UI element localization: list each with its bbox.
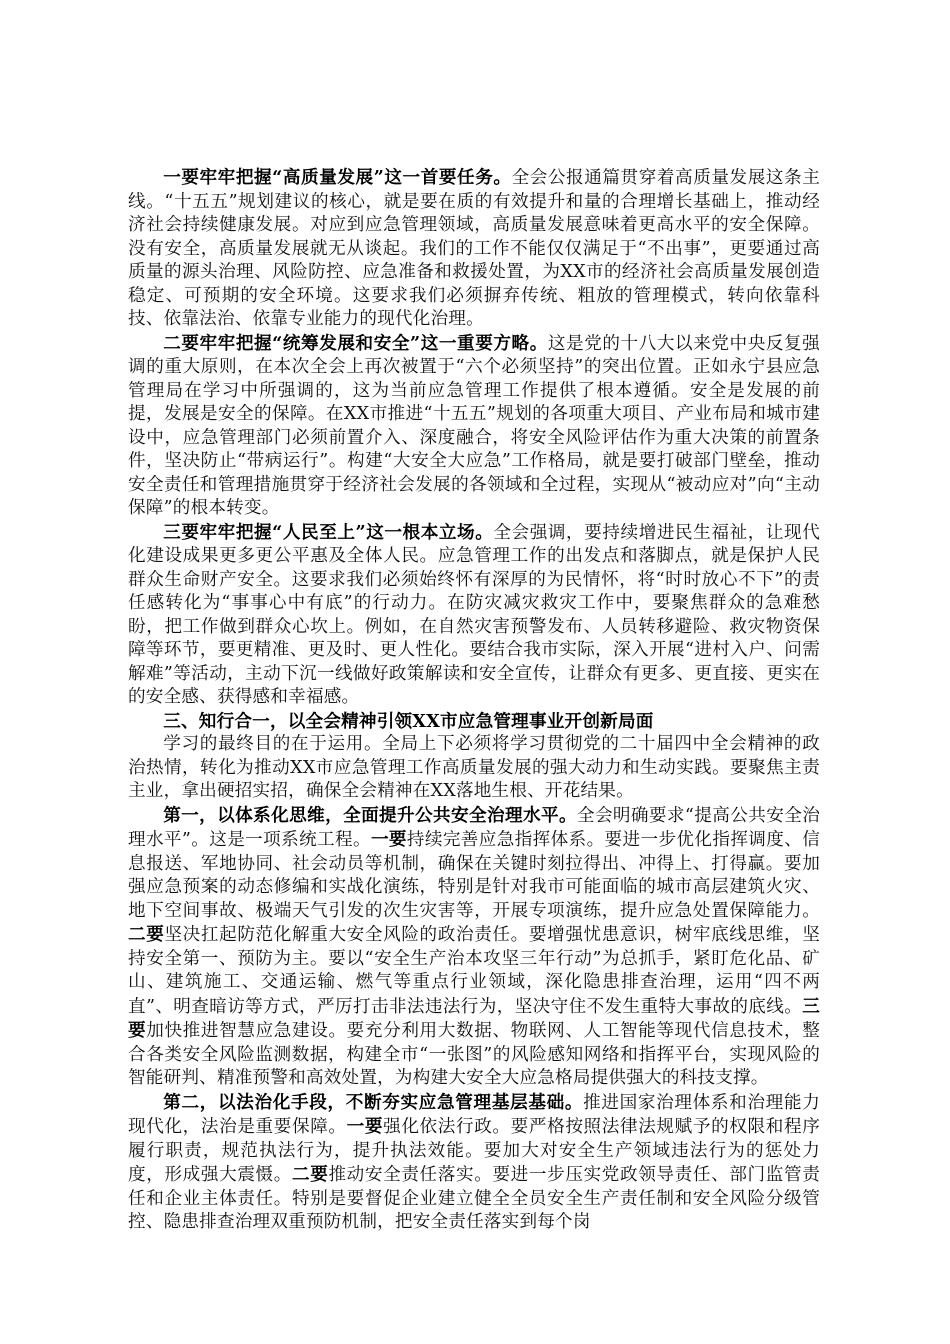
- paragraph-5-lead: 第一，以体系化思维，全面提升公共安全治理水平。: [163, 804, 577, 826]
- paragraph-3-text: 全会强调，要持续增进民生福祉，让现代化建设成果更多更公平惠及全体人民。应急管理工作的出发点和落脚点，就是保护人民群众生命财产安全。这要求我们必须始终怀有深厚的为民情怀，将“时时放心不下”的责任感转化为“事事心中有底”的行动力。在防灾减灾救灾工作中，要聚焦群众的急难愁盼，把工作做到群众心坎上。例如，在自然灾害预警发布、人员转移避险、救灾物资保障等环节，要更精准、更及时、更人性化。要结合我市实际，深入开展“进村入户、问需解难”等活动，主动下沉一线做好政策解读和安全宣传，让群众有更多、更直接、更实在的安全感、获得感和幸福感。: [128, 522, 820, 707]
- paragraph-2-lead: 二要牢牢把握“统筹发展和安全”这一重要方略。: [163, 332, 548, 354]
- paragraph-6-lead: 第二，以法治化手段，不断夯实应急管理基层基础。: [163, 1091, 584, 1113]
- paragraph-6-text-a: 推进国家治理体系和治理能力现代化，法治是重要保障。: [128, 1092, 820, 1137]
- paragraph-3: [128, 521, 820, 710]
- paragraph-6-point-2: 二要: [292, 1164, 329, 1185]
- paragraph-6-text-c: 推动安全责任落实。要进一步压实党政领导责任、部门监管责任和企业主体责任。特别是要督促企业建立健全全员安全生产责任制和安全风险分级管控、隐患排查治理双重预防机制，把安全责任落实到每个岗: [128, 1165, 820, 1232]
- document-body: [128, 166, 820, 1235]
- paragraph-6-point-1: 一要: [346, 1116, 384, 1137]
- paragraph-1-text: 全会公报通篇贯穿着高质量发展这条主线。“十五五”规划建议的核心，就是要在质的有效提升和量的合理增长基础上，推动经济社会持续健康发展。对应到应急管理领域，高质量发展意味着更高水平的安全保障。没有安全，高质量发展就无从谈起。我们的工作不能仅仅满足于“不出事”，更要通过高质量的源头治理、风险防控、应急准备和救援处置，为XX市的经济社会高质量发展创造稳定、可预期的安全环境。这要求我们必须摒弃传统、粗放的管理模式，转向依靠科技、依靠法治、依靠专业能力的现代化治理。: [128, 168, 821, 329]
- paragraph-4-text: 学习的最终目的在于运用。全局上下必须将学习贯彻党的二十届四中全会精神的政治热情，转化为推动XX市应急管理工作高质量发展的强大动力和生动实践。要聚焦主责主业，拿出硬招实招，确保全会精神在XX落地生根、开花结果。: [128, 734, 820, 801]
- paragraph-6-text-b: 强化依法行政。要严格按照法律法规赋予的权限和程序履行职责，规范执法行为，提升执法效能。要加大对安全生产领域违法行为的惩处力度，形成强大震慑。: [128, 1117, 820, 1185]
- section-heading: [128, 710, 820, 734]
- paragraph-5-point-3: 三要: [128, 995, 820, 1041]
- paragraph-5-text-d: 加快推进智慧应急建设。要充分利用大数据、物联网、人工智能等现代信息技术，整合各类安全风险监测数据，构建全市“一张图”的风险感知网络和指挥平台，实现风险的智能研判、精准预警和高效处置，为构建大安全大应急格局提供强大的科技支撑。: [128, 1021, 821, 1088]
- paragraph-5-text-a: 全会明确要求“提高公共安全治理水平”。这是一项系统工程。: [128, 805, 821, 850]
- paragraph-5-point-1: 一要: [370, 829, 407, 850]
- paragraph-5-text-c: 坚决扛起防范化解重大安全风险的政治责任。要增强忧患意识，树牢底线思维，坚持安全第一、预防为主。要以“安全生产治本攻坚三年行动”为总抓手，紧盯危化品、矿山、建筑施工、交通运输、燃气等重点行业领域，深化隐患排查治理，运用“四不两直”、明查暗访等方式，严厉打击非法违法行为，坚决守住不发生重特大事故的底线。: [128, 925, 820, 1017]
- paragraph-2: [128, 332, 820, 521]
- paragraph-5-text-b: 持续完善应急指挥体系。要进一步优化指挥调度、信息报送、军地协同、社会动员等机制，确保在关键时刻拉得出、冲得上、打得赢。要加强应急预案的动态修编和实战化演练，特别是针对我市可能面临的城市高层建筑火灾、地下空间事故、极端天气引发的次生灾害等，开展专项演练，提升应急处置保障能力。: [128, 830, 821, 921]
- section-heading-text: 三、知行合一，以全会精神引领XX市应急管理事业开创新局面: [163, 710, 654, 732]
- paragraph-5-point-2: 二要: [128, 924, 165, 945]
- paragraph-6: [128, 1091, 820, 1235]
- paragraph-4: [128, 733, 820, 804]
- paragraph-1-lead: 一要牢牢把握“高质量发展”这一首要任务。: [163, 167, 512, 188]
- paragraph-2-text: 这是党的十八大以来党中央反复强调的重大原则，在本次全会上再次被置于“六个必须坚持”的突出位置。正如永宁县应急管理局在学习中所强调的，这为当前应急管理工作提供了根本遵循。安全是发展的前提，发展是安全的保障。在XX市推进“十五五”规划的各项重大项目、产业布局和城市建设中，应急管理部门必须前置介入、深度融合，将安全风险评估作为重大决策的前置条件，坚决防止“带病运行”。构建“大安全大应急”工作格局，就是要打破部门壁垒，推动安全责任和管理措施贯穿于经济社会发展的各领域和全过程，实现从“被动应对”向“主动保障”的根本转变。: [128, 333, 820, 518]
- paragraph-3-lead: 三要牢牢把握“人民至上”这一根本立场。: [163, 521, 494, 543]
- paragraph-1: [128, 166, 820, 332]
- paragraph-5: [128, 804, 820, 1091]
